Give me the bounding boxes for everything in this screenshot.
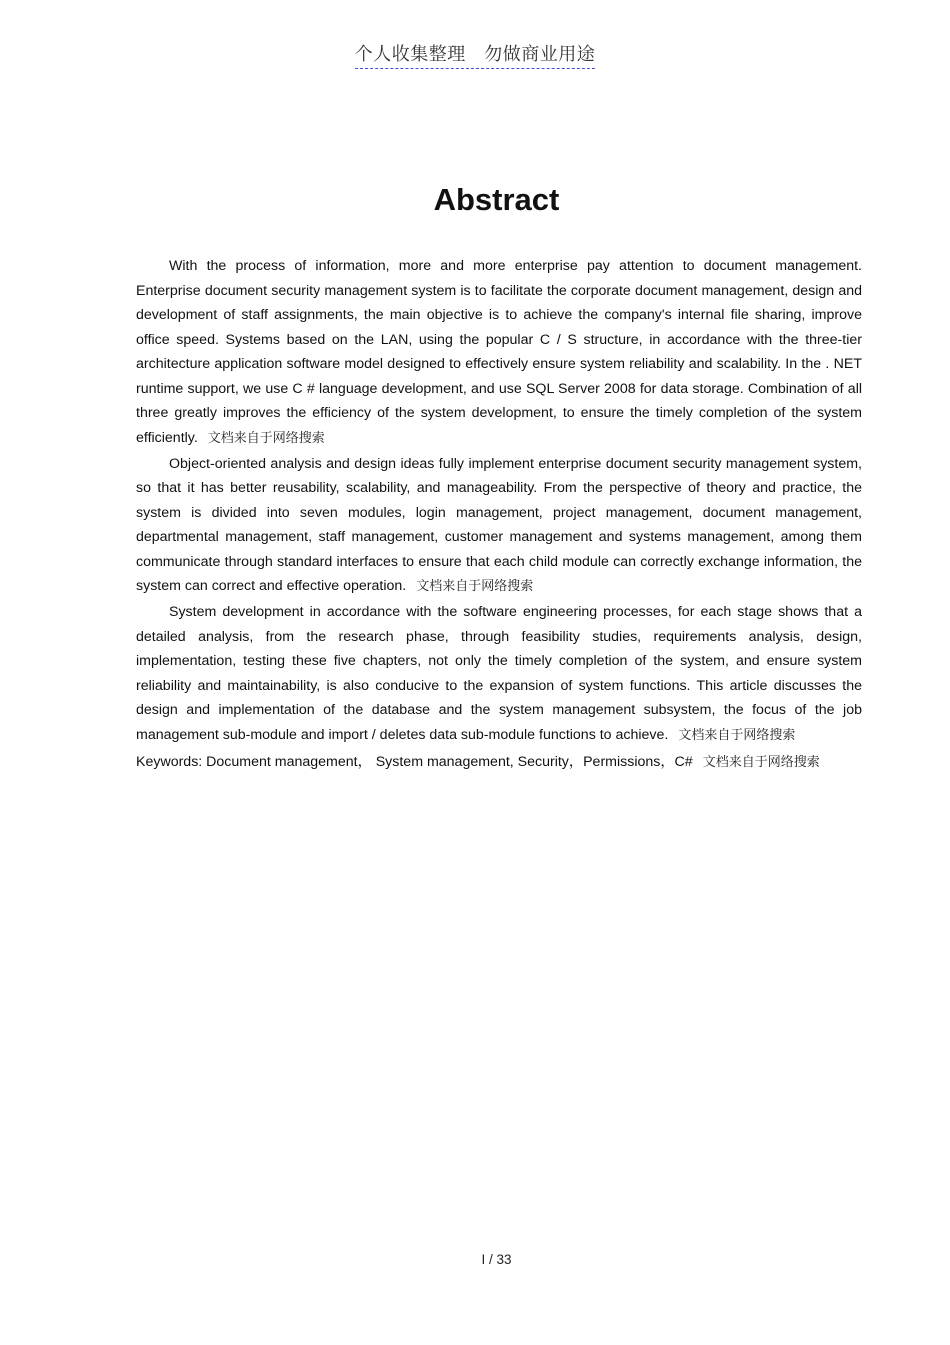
header-text: 个人收集整理 勿做商业用途 [355,40,596,69]
paragraph-text: System development in accordance with the software engineering processes, for each stage shows that a detailed analysis, from the research phase, through feasibility studies, requirements analysis, design, implementation, testing these five chapters, not only the timely completion of the system, and ensure system reliability and maintainability, is also conducive to the expansion of system functions. This article discusses the design and implementation of the database and the system management subsystem, the focus of the job management sub-module and import / deletes data sub-module functions to achieve. [136,604,862,743]
page-title: Abstract [433,182,560,217]
source-note: 文档来自于网络搜索 [678,727,796,743]
paragraph-text: With the process of information, more and more enterprise pay attention to document management. Enterprise document security management system is to facilitate the corporate document management, design and development of staff assignments, the main objective is to achieve the company's internal file sharing, improve office speed. Systems based on the LAN, using the popular C / S structure, in accordance with the three-tier architecture application software model designed to effectively ensure system reliability and scalability. In the . NET runtime support, we use C # language development, and use SQL Server 2008 for data storage. Combination of all three greatly improves the efficiency of the system development, to ensure the timely completion of the system efficiently. [136,258,862,446]
source-note: 文档来自于网络搜索 [207,430,325,446]
abstract-paragraph [136,254,862,451]
abstract-paragraph [136,600,862,748]
keywords-text: Keywords: Document management， System management, Security，Permissions，C# [136,754,693,770]
source-note: 文档来自于网络搜索 [416,579,534,594]
source-note: 文档来自于网络搜索 [702,755,820,770]
page-header [0,40,950,69]
abstract-body [136,254,862,776]
paragraph-text: Object-oriented analysis and design ideas fully implement enterprise document security management system, so that it has better reusability, scalability, and manageability. From the perspective of theory and practice, the system is divided into seven modules, login management, project management, document management, departmental management, staff management, customer management and systems management, among them communicate through standard interfaces to ensure that each child module can correctly exchange information, the system can correct and effective operation. [136,455,862,594]
abstract-paragraph [136,452,862,600]
page-number: I / 33 [481,1252,512,1267]
keywords-line [136,750,862,776]
